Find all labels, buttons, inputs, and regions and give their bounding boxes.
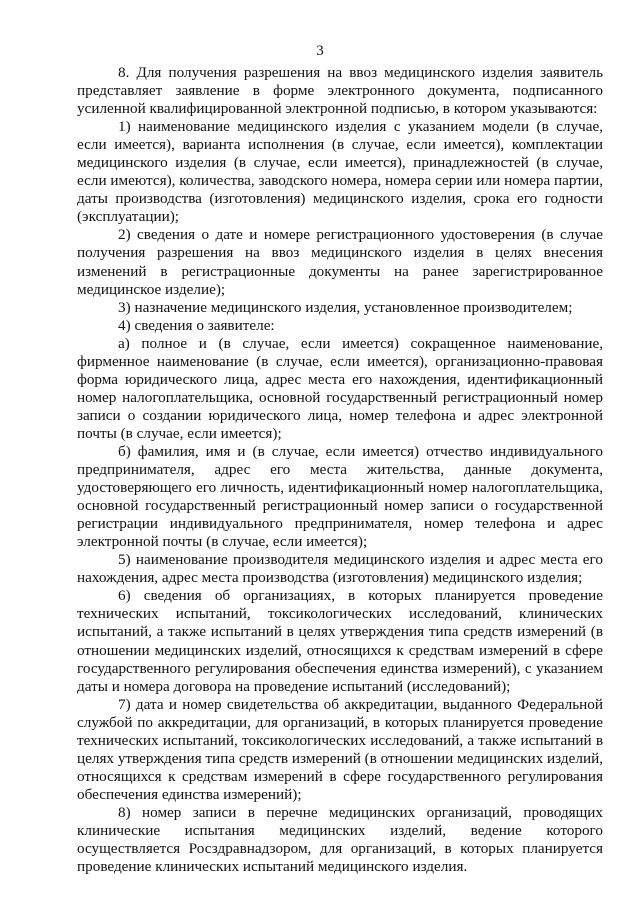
paragraph-subitem-4: 4) сведения о заявителе: [118, 316, 275, 334]
paragraph-item-8: 8. Для получения разрешения на ввоз медицинского изделия заявитель представляет заявление в форме электронного документа, подписанного усиленной квалифицированной электронной подписью, в котором указываются: [77, 64, 603, 118]
paragraph-subitem-6: 6) сведения об организациях, в которых планируется проведение технических испытаний, токсикологических исследований, клинических испытаний, а также испытаний в целях утверждения типа средств измерений (в отношении медицинских изделий, относящихся к средствам измерений в сфере государственного регулирования обеспечения единства измерений), с указанием даты и номера договора на проведение испытаний (исследований); [77, 587, 603, 695]
document-body [77, 64, 603, 876]
paragraph-subitem-7: 7) дата и номер свидетельства об аккредитации, выданного Федеральной службой по аккредитации, для организаций, в которых планируется проведение технических испытаний, токсикологических исследований, а также испытаний в целях утверждения типа средств измерений (в отношении медицинских изделий, относящихся к средствам измерений в сфере государственного регулирования обеспечения единства измерений); [77, 695, 603, 803]
paragraph-subitem-5: 5) наименование производителя медицинского изделия и адрес места его нахождения, адрес места производства (изготовления) медицинского изделия; [77, 551, 603, 587]
paragraph-subitem-4a: а) полное и (в случае, если имеется) сокращенное наименование, фирменное наименование (в случае, если имеется), организационно-правовая форма юридического лица, адрес места его нахождения, идентификационный номер налогоплательщика, основной государственный регистрационный номер записи о создании юридического лица, номер телефона и адрес электронной почты (в случае, если имеется); [77, 334, 603, 442]
paragraph-subitem-1: 1) наименование медицинского изделия с указанием модели (в случае, если имеется), варианта исполнения (в случае, если имеется), комплектации медицинского изделия (в случае, если имеется), принадлежностей (в случае, если имеются), количества, заводского номера, номера серии или номера партии, даты производства (изготовления) медицинского изделия, срока его годности (эксплуатации); [77, 118, 603, 226]
paragraph-subitem-2: 2) сведения о дате и номере регистрационного удостоверения (в случае получения разрешения на ввоз медицинского изделия в целях внесения изменений в регистрационные документы на ранее зарегистрированное медицинское изделие); [77, 226, 603, 298]
paragraph-subitem-3: 3) назначение медицинского изделия, установленное производителем; [118, 298, 573, 316]
paragraph-subitem-8: 8) номер записи в перечне медицинских организаций, проводящих клинические испытания медицинских изделий, ведение которого осуществляется Росздравнадзором, для организаций, в которых планируется проведение клинических испытаний медицинского изделия. [77, 803, 603, 876]
paragraph-subitem-4b: б) фамилия, имя и (в случае, если имеется) отчество индивидуального предпринимателя, адрес его места жительства, данные документа, удостоверяющего его личность, идентификационный номер налогоплательщика, основной государственный регистрационный номер записи о государственной регистрации индивидуального предпринимателя, номер телефона и адрес электронной почты (в случае, если имеется); [77, 442, 603, 551]
page-number: 3 [316, 43, 324, 59]
